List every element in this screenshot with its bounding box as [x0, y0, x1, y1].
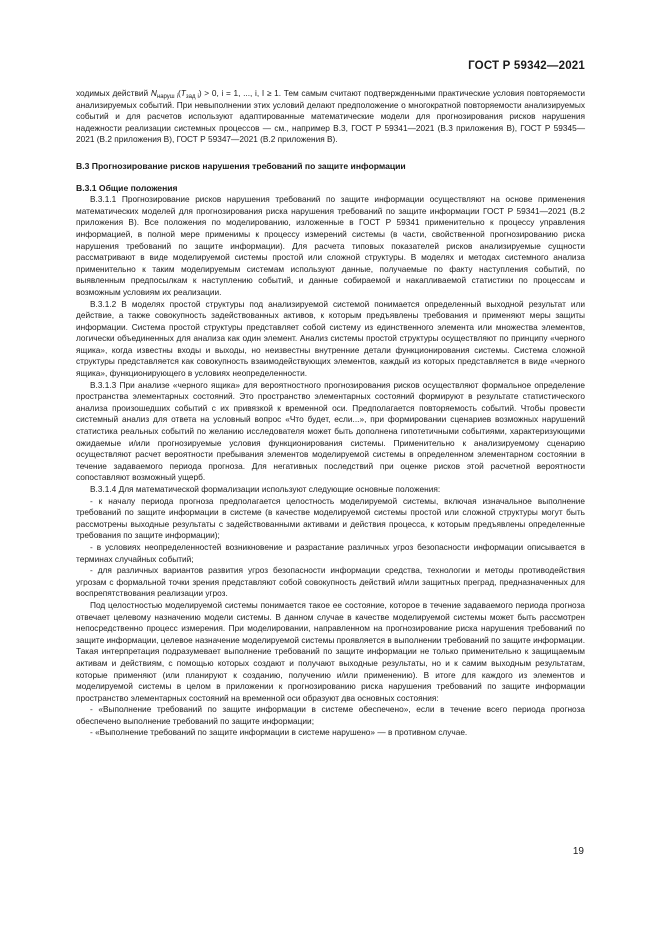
paragraph: - в условиях неопределенностей возникновение и разрастание различных угроз безопасности информации описывается в терминах случайных событий; — [76, 541, 585, 564]
formula-paren: ( — [178, 88, 181, 98]
paragraph: - к началу периода прогноза предполагается целостность моделируемой системы, включая изначальное выполнение требований по защите информации в системе (в качестве моделируемой системы простой или сложной структуры могут быть рассмотрены выходные результаты с задействованными активами и действия процесса, к которым предъявлены определенные требования по защите информации); — [76, 495, 585, 541]
paragraph: - для различных вариантов развития угроз безопасности информации средства, технологии и методы противодействия угрозам с формальной точки зрения представляют собой совокупность действий и/или защитных преград, предназначенных для воспрепятствования реализации угроз. — [76, 565, 585, 599]
paragraph: В.3.1.1 Прогнозирование рисков нарушения требований по защите информации осуществляют на основе применения математических моделей для прогнозирования риска нарушения требований по защите информации ГОСТ Р 59341—2021 (В.2 приложения В). Все положения по моделированию, изложенные в ГОСТ Р 59341 применительно к процессу управления информацией, в полной мере применимы к процессу измерений системы (в части, свойственной прогнозированию риска нарушения требований по защите информации). Для расчета типовых показателей рисков анализируемые сущности рассматривают в виде моделируемой системы простой или сложной структуры. В моделях и методах системного анализа применительно к таким моделируемым системам используют данные, получаемые по факту наступления событий, по выявленным предпосылкам к наступлению событий, и данные собираемой и накапливаемой статистики по процессам и возможным условиям их реализации. — [76, 194, 585, 297]
formula-t-subscript: зад i — [185, 94, 199, 100]
intro-text-rest: ) > 0, i = 1, ..., i, I ≥ 1. Тем самым считают подтвержденными практические условия повторяемости анализируемых событий. При невыполнении этих условий делают предположение о многократной повторяемости анализируемых событий и для расчетов используют адаптированные математические модели для прогнозирования рисков нарушения надежности реализации системных процессов — см., например В.3, ГОСТ Р 59341—2021 (В.3 приложения В), ГОСТ Р 59345—2021 (В.2 приложения В), ГОСТ Р 59347—2021 (В.2 приложения В). — [76, 88, 586, 145]
page-number: 19 — [572, 846, 584, 857]
standard-number: ГОСТ Р 59342—2021 — [468, 60, 585, 72]
paragraph: В.3.1.4 Для математической формализации используют следующие основные положения: — [90, 484, 441, 494]
formula-t: T — [180, 88, 186, 98]
paragraph: - «Выполнение требований по защите информации в системе обеспечено», если в течение всего периода прогноза обеспечено выполнение требований по защите информации; — [76, 704, 585, 726]
paragraph-list — [76, 194, 585, 739]
subsection-title: В.3.1 Общие положения — [76, 182, 178, 193]
paragraph: В.3.1.2 В моделях простой структуры под анализируемой системой понимается определенный выходной результат или действие, а также совокупность задействованных активов, к которым предъявлены требования и применяют меры защиты информации. Система простой структуры представляет собой систему из единственного элемента или множества элементов, логически объединенных для анализа как один элемент. Анализ системы простой структуры осуществляют по принципу «черного ящика», когда известны входы и выходы, но неизвестны внутренние детали функционирования системы. Система сложной структуры представляется как совокупность взаимодействующих элементов, каждый из которых представляется в виде «черного ящика», функционирующего в условиях неопределенности. — [76, 298, 585, 379]
page-body — [76, 88, 585, 739]
paragraph: - «Выполнение требований по защите информации в системе нарушено» — в противном случае. — [90, 727, 468, 738]
intro-text-start: ходимых действий — [76, 88, 151, 98]
intro-paragraph — [76, 88, 585, 146]
formula-n-subscript: наруш i — [156, 94, 179, 100]
paragraph: Под целостностью моделируемой системы понимается такое ее состояние, которое в течение задаваемого периода прогноза отвечает целевому назначению модели системы. В данном случае в качестве моделируемой системы может быть рассмотрен непосредственно процесс измерения. При моделировании, направленном на прогнозирование риска нарушения требований по защите информации, целевое назначение моделируемой системы проявляется в выполнении требований по защите информации. Такая интерпретация подразумевает выполнение требований по защите информации не только применительно к защищаемым активам и действиям, с помощью которых создают и получают выходные результаты, но и к самим выходным результатам, которые применяют (или планируют к созданию, получению и/или применению). В итоге для каждого из элементов и моделируемой системы в целом в приложении к прогнозированию риска нарушения требований по защите информации пространство элементарных состояний на временной оси образуют два основных состояния: — [76, 599, 585, 703]
paragraph: В.3.1.3 При анализе «черного ящика» для вероятностного прогнозирования рисков осуществляют формальное определение пространства элементарных состояний. Это пространство элементарных состояний формируют в результате статистического анализа произошедших событий с их привязкой к временной оси. Предполагается повторяемость событий. Чтобы провести системный анализ для ответа на условный вопрос «Что будет, если...», при формировании сценариев возможных нарушений статистика реальных событий по желанию исследователя может быть дополнена гипотетичными событиями, характеризующими ожидаемые и/или прогнозируемые условия функционирования системы. Применительно к анализируемому сценарию осуществляют расчет вероятности пребывания элементов моделируемой системы в определенном элементарном состоянии в течение задаваемого периода прогноза. Для негативных последствий при оценке рисков этой расчетной вероятности сопоставляют возможный ущерб. — [76, 379, 585, 483]
section-title: В.3 Прогнозирование рисков нарушения требований по защите информации — [76, 160, 406, 171]
formula-n: N — [150, 88, 157, 98]
